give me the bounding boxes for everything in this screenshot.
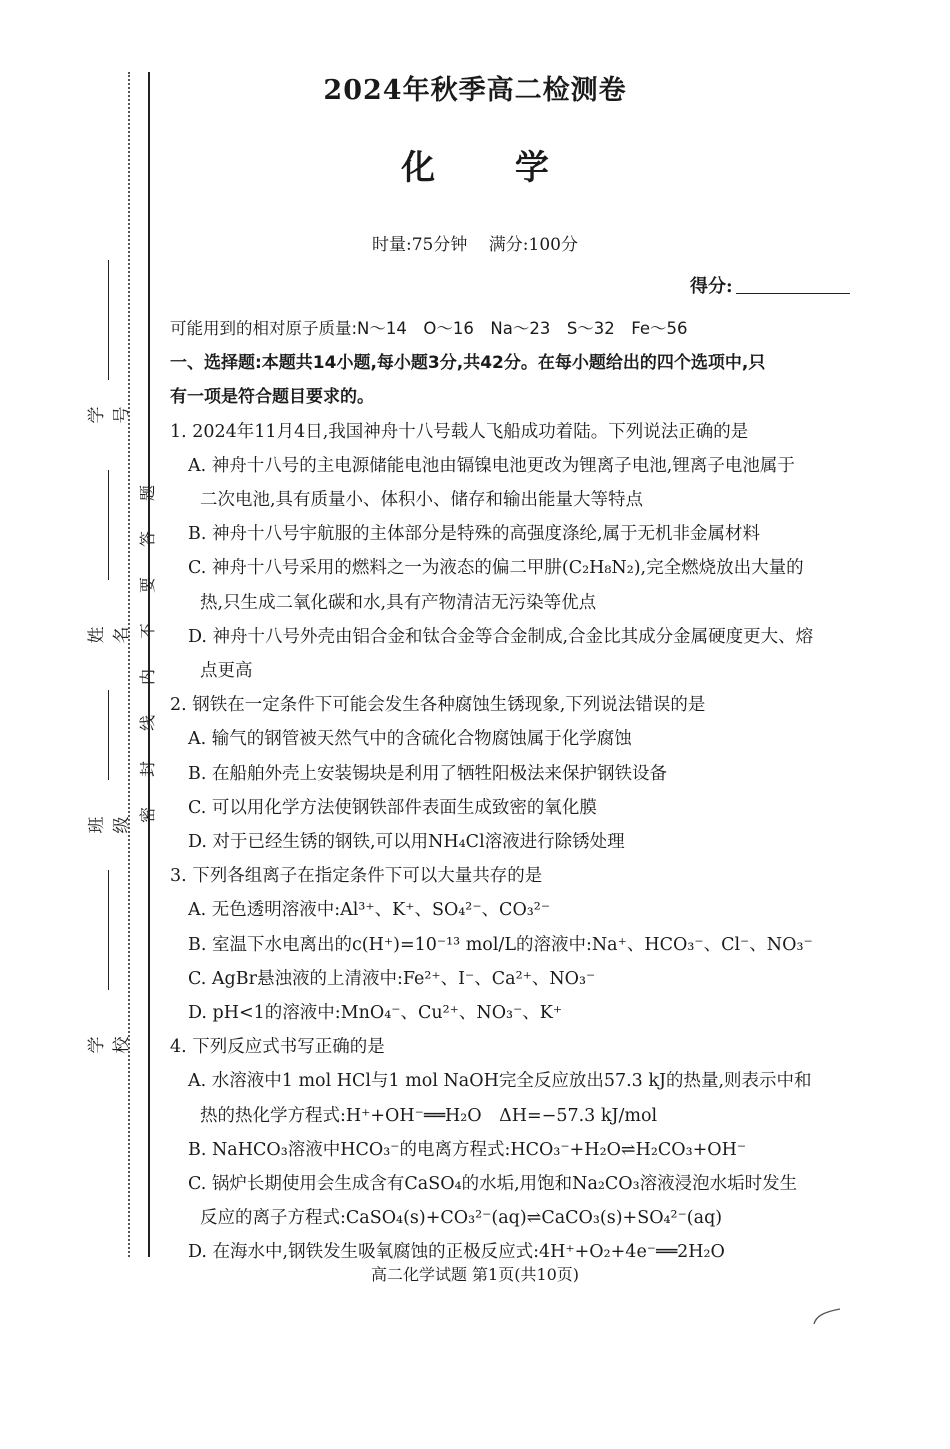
q1-option-c-cont: 热,只生成二氧化碳和水,具有产物清洁无污染等优点 [200,592,597,613]
full-score: 满分:100分 [488,235,578,255]
q1-option-d-cont: 点更高 [200,661,253,682]
q4-option-c[interactable]: C. 锅炉长期使用会生成含有CaSO₄的水垢,用饱和Na₂CO₃溶液浸泡水垢时发生 [188,1174,798,1195]
q2-option-d[interactable]: D. 对于已经生锈的钢铁,可以用NH₄Cl溶液进行除锈处理 [188,832,625,853]
q2-option-a[interactable]: A. 输气的钢管被天然气中的含硫化合物腐蚀属于化学腐蚀 [188,729,632,750]
student-id-field[interactable] [87,260,132,450]
binding-warning-text [138,470,158,838]
binding-char: 不 [138,623,157,640]
class-label: 班级 [87,816,132,834]
school-field[interactable] [87,870,132,1070]
question-4-stem: 4. 下列反应式书写正确的是 [170,1037,385,1058]
binding-char: 内 [138,669,157,686]
binding-char: 题 [138,485,157,502]
binding-char: 线 [138,715,157,732]
exam-title: 2024年秋季高二检测卷 [323,75,627,106]
page-footer: 高二化学试题 第1页(共10页) [370,1265,580,1284]
student-name-label: 姓名 [87,626,132,644]
atomic-masses: 可能用到的相对原子质量:N～14 O～16 Na～23 S～32 Fe～56 [170,319,688,338]
q1-option-a[interactable]: A. 神舟十八号的主电源储能电池由镉镍电池更改为锂离子电池,锂离子电池属于 [188,455,795,476]
binding-char: 密 [138,807,157,824]
q1-option-d[interactable]: D. 神舟十八号外壳由铝合金和钛合金等合金制成,合金比其成分金属硬度更大、熔 [188,626,814,647]
q2-option-b[interactable]: B. 在船舶外壳上安装锡块是利用了牺牲阳极法来保护钢铁设备 [188,763,667,784]
q4-option-d[interactable]: D. 在海水中,钢铁发生吸氧腐蚀的正极反应式:4H⁺+O₂+4e⁻══2H₂O [188,1242,725,1263]
student-id-rule [108,260,109,380]
q4-option-c-cont: 反应的离子方程式:CaSO₄(s)+CO₃²⁻(aq)⇌CaCO₃(s)+SO₄²⁻(aq) [200,1208,723,1229]
class-field[interactable] [87,690,132,860]
binding-char: 答 [138,531,157,548]
score-label: 得分: [690,276,733,297]
class-rule [108,690,109,780]
q4-option-b[interactable]: B. NaHCO₃溶液中HCO₃⁻的电离方程式:HCO₃⁻+H₂O⇌H₂CO₃+OH⁻ [188,1139,747,1160]
q4-option-a[interactable]: A. 水溶液中1 mol HCl与1 mol NaOH完全反应放出57.3 kJ的热量,则表示中和 [188,1071,812,1092]
q3-option-c[interactable]: C. AgBr悬浊液的上清液中:Fe²⁺、I⁻、Ca²⁺、NO₃⁻ [188,968,596,989]
q3-option-a[interactable]: A. 无色透明溶液中:Al³⁺、K⁺、SO₄²⁻、CO₃²⁻ [188,900,551,921]
student-name-field[interactable] [87,470,132,670]
q3-option-b[interactable]: B. 室温下水电离出的c(H⁺)=10⁻¹³ mol/L的溶液中:Na⁺、HCO₃⁻、Cl⁻、NO₃⁻ [188,934,813,955]
binding-char: 封 [138,761,157,778]
q1-option-b[interactable]: B. 神舟十八号宇航服的主体部分是特殊的高强度涤纶,属于无机非金属材料 [188,524,761,545]
question-content [170,312,860,1270]
q4-option-a-cont: 热的热化学方程式:H⁺+OH⁻══H₂O ΔH=−57.3 kJ/mol [200,1105,658,1126]
time-limit: 时量:75分钟 [372,235,468,255]
subject-title: 化 学 [401,148,583,188]
section-heading: 一、选择题:本题共14小题,每小题3分,共42分。在每小题给出的四个选项中,只 [170,353,766,374]
question-3-stem: 3. 下列各组离子在指定条件下可以大量共存的是 [170,866,543,887]
q2-option-c[interactable]: C. 可以用化学方法使钢铁部件表面生成致密的氧化膜 [188,797,597,818]
student-id-label: 学号 [87,406,132,424]
q1-option-c[interactable]: C. 神舟十八号采用的燃料之一为液态的偏二甲肼(C₂H₈N₂),完全燃烧放出大量的 [188,558,804,579]
exam-meta [0,230,950,255]
score-input-line[interactable] [736,293,850,294]
pen-mark-icon [812,1306,842,1326]
question-1-stem: 1. 2024年11月4日,我国神舟十八号载人飞船成功着陆。下列说法正确的是 [170,421,749,442]
question-2-stem: 2. 钢铁在一定条件下可能会发生各种腐蚀生锈现象,下列说法错误的是 [170,695,706,716]
binding-char: 要 [138,577,157,594]
school-rule [108,870,109,990]
q1-option-a-cont: 二次电池,具有质量小、体积小、储存和输出能量大等特点 [200,490,644,511]
student-name-rule [108,470,109,580]
q3-option-d[interactable]: D. pH<1的溶液中:MnO₄⁻、Cu²⁺、NO₃⁻、K⁺ [188,1003,563,1024]
school-label: 学校 [87,1036,132,1054]
section-heading-cont: 有一项是符合题目要求的。 [170,387,374,408]
